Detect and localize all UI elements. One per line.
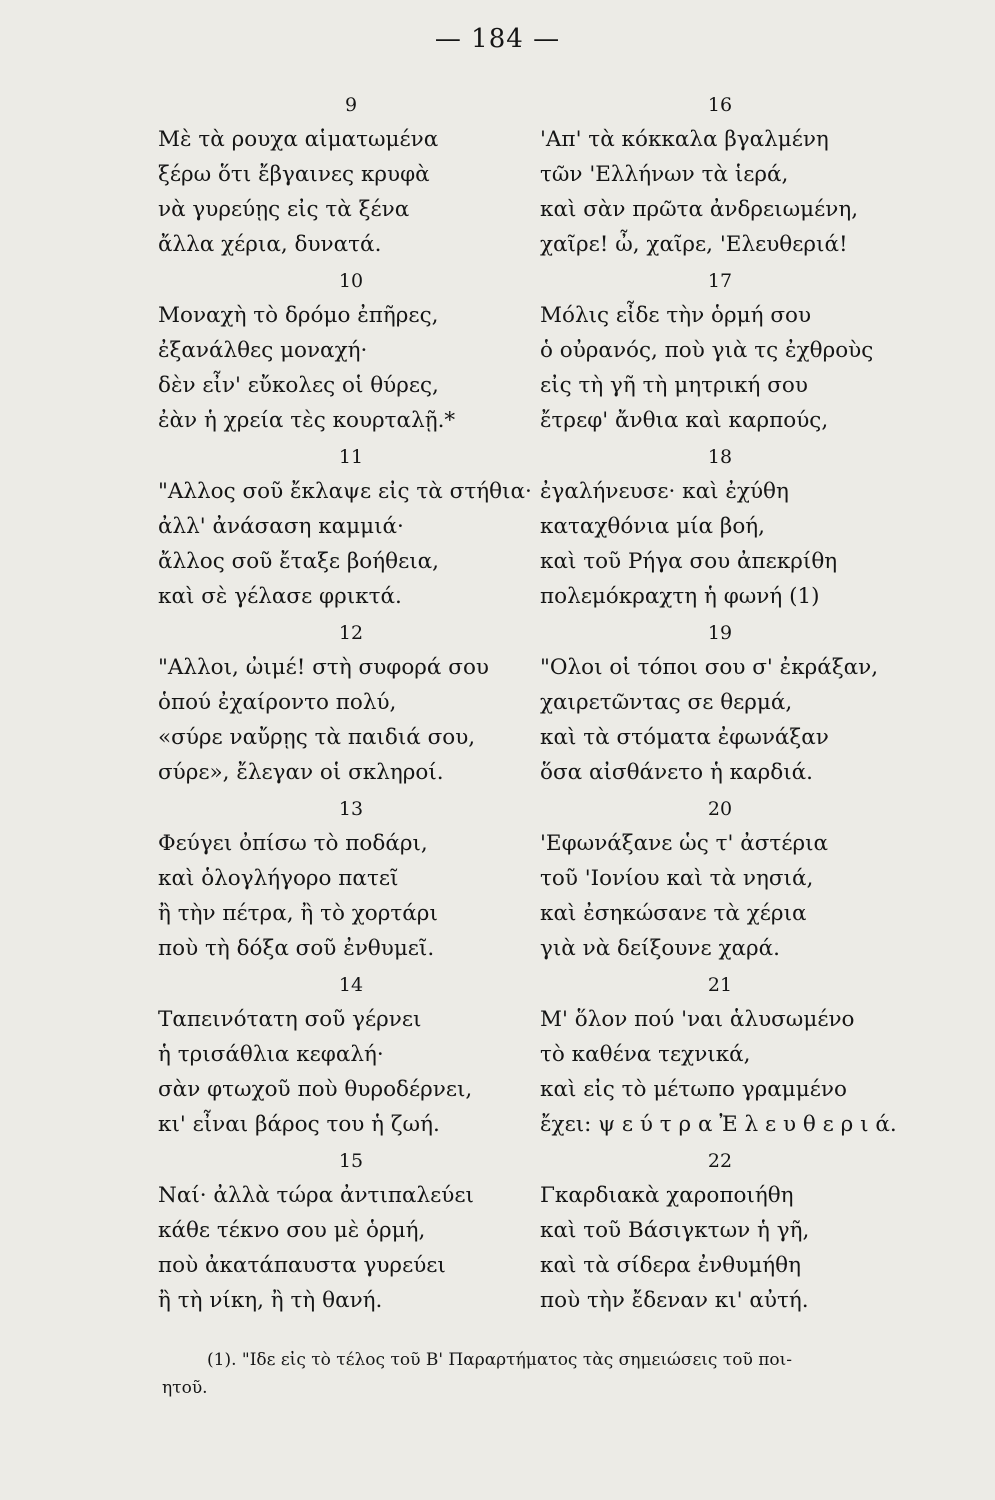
verse-line: 'Απ' τὰ κόκκαλα βγαλμένη: [540, 127, 829, 152]
verse-line: ποὺ ἀκατάπαυστα γυρεύει: [158, 1253, 446, 1278]
verse-line: σὰν φτωχοῦ ποὺ θυροδέρνει,: [158, 1077, 473, 1102]
verse-line: ἐὰν ἡ χρεία τὲς κουρταλῇ.*: [158, 408, 456, 433]
verse-line: τοῦ 'Ιονίου καὶ τὰ νησιά,: [540, 866, 814, 891]
verse-line: Γκαρδιακὰ χαροποιήθη: [540, 1183, 794, 1208]
verse-line: ὅσα αἰσθάνετο ἡ καρδιά.: [540, 760, 813, 785]
footnote-line: ητοῦ.: [162, 1378, 208, 1398]
verse-line: "Ολοι οἱ τόποι σου σ' ἐκράξαν,: [540, 655, 879, 680]
stanza-number: 20: [707, 798, 733, 820]
stanza-number: 11: [338, 446, 364, 468]
verse-line: "Αλλοι, ὠιμέ! στὴ συφορά σου: [158, 655, 489, 680]
verse-line: ἔτρεφ' ἄνθια καὶ καρπούς,: [540, 408, 829, 433]
stanza: [158, 792, 558, 968]
verse-line: καὶ εἰς τὸ μέτωπο γραμμένο: [540, 1077, 847, 1102]
verse-line: καὶ τὰ στόματα ἐφωνάξαν: [540, 725, 829, 750]
stanza: [158, 968, 558, 1144]
verse-line: Ταπεινότατη σοῦ γέρνει: [158, 1007, 422, 1032]
stanza: [158, 1144, 558, 1320]
verse-line: Μόλις εἶδε τὴν ὁρμή σου: [540, 303, 812, 328]
stanza: [540, 88, 940, 264]
stanza: [540, 264, 940, 440]
verse-line: "Αλλος σοῦ ἔκλαψε εἰς τὰ στήθια·: [158, 479, 532, 504]
stanza: [540, 616, 940, 792]
stanza-number: 16: [707, 94, 733, 116]
stanza: [540, 440, 940, 616]
verse-line: καὶ τὰ σίδερα ἐνθυμήθη: [540, 1253, 801, 1278]
stanza-number: 12: [338, 622, 364, 644]
stanza-number: 19: [707, 622, 733, 644]
verse-line: καὶ τοῦ Ρήγα σου ἀπεκρίθη: [540, 549, 838, 574]
stanza-number: 10: [338, 270, 364, 292]
verse-line: ἄλλος σοῦ ἔταξε βοήθεια,: [158, 549, 440, 574]
verse-line: Ναί· ἀλλὰ τώρα ἀντιπαλεύει: [158, 1183, 474, 1208]
verse-line: δὲν εἶν' εὔκολες οἱ θύρες,: [158, 373, 439, 398]
page-number: — 184 —: [434, 24, 561, 54]
verse-line: κι' εἶναι βάρος του ἡ ζωή.: [158, 1112, 440, 1137]
stanza-number: 18: [707, 446, 733, 468]
stanza: [540, 1144, 940, 1320]
verse-line: Μ' ὅλον πού 'ναι ἁλυσωμένο: [540, 1007, 855, 1032]
stanza: [540, 792, 940, 968]
verse-line: 'Εφωνάξανε ὡς τ' ἀστέρια: [540, 831, 829, 856]
verse-line: Φεύγει ὀπίσω τὸ ποδάρι,: [158, 831, 428, 856]
verse-line: εἰς τὴ γῆ τὴ μητρική σου: [540, 373, 808, 398]
stanza-number: 17: [707, 270, 733, 292]
verse-line: ἢ τὴν πέτρα, ἢ τὸ χορτάρι: [158, 901, 438, 926]
stanza: [158, 616, 558, 792]
verse-line: γιὰ νὰ δείξουνε χαρά.: [540, 936, 781, 961]
stanza-number: 22: [707, 1150, 733, 1172]
verse-line: καταχθόνια μία βοή,: [540, 514, 765, 539]
footnote: [162, 1346, 942, 1402]
verse-line: τὸ καθένα τεχνικά,: [540, 1042, 751, 1067]
verse-line: ὁ οὐρανός, ποὺ γιὰ τς ἐχθροὺς: [540, 338, 874, 363]
verse-line: ἔχει: ψ ε ύ τ ρ α Ἐ λ ε υ θ ε ρ ι ά.: [540, 1112, 897, 1137]
left-column: [158, 88, 558, 1320]
verse-line: χαιρετῶντας σε θερμά,: [540, 690, 793, 715]
verse-line: ἡ τρισάθλια κεφαλή·: [158, 1042, 384, 1067]
verse-line: ποὺ τὴ δόξα σοῦ ἐνθυμεῖ.: [158, 936, 435, 961]
verse-line: καὶ σὲ γέλασε φρικτά.: [158, 584, 402, 609]
verse-line: Μοναχὴ τὸ δρόμο ἐπῆρες,: [158, 303, 439, 328]
verse-line: τῶν 'Ελλήνων τὰ ἱερά,: [540, 162, 789, 187]
verse-line: ἐξανάλθες μοναχή·: [158, 338, 368, 363]
verse-line: ἄλλα χέρια, δυνατά.: [158, 232, 382, 257]
footnote-line: (1). "Ιδε εἰς τὸ τέλος τοῦ Β' Παραρτήματος τὰς σημειώσεις τοῦ ποι-: [207, 1350, 793, 1370]
stanza-number: 15: [338, 1150, 364, 1172]
stanza-number: 13: [338, 798, 364, 820]
verse-line: ὁπού ἐχαίροντο πολύ,: [158, 690, 397, 715]
stanza: [158, 440, 558, 616]
stanza-number: 9: [344, 94, 358, 116]
right-column: [540, 88, 940, 1320]
verse-line: ἀλλ' ἀνάσαση καμμιά·: [158, 514, 404, 539]
verse-line: χαῖρε! ὦ, χαῖρε, 'Ελευθεριά!: [540, 232, 848, 257]
verse-line: καὶ τοῦ Βάσιγκτων ἡ γῆ,: [540, 1218, 810, 1243]
verse-line: νὰ γυρεύῃς εἰς τὰ ξένα: [158, 197, 410, 222]
verse-line: καὶ σὰν πρῶτα ἀνδρειωμένη,: [540, 197, 859, 222]
verse-line: ξέρω ὅτι ἔβγαινες κρυφὰ: [158, 162, 430, 187]
verse-line: καὶ ὁλογλήγορο πατεῖ: [158, 866, 399, 891]
verse-line: κάθε τέκνο σου μὲ ὁρμή,: [158, 1218, 426, 1243]
verse-line: Μὲ τὰ ρουχα αἱματωμένα: [158, 127, 439, 152]
verse-line: ἢ τὴ νίκη, ἢ τὴ θανή.: [158, 1288, 383, 1313]
verse-line: ἐγαλήνευσε· καὶ ἐχύθη: [540, 479, 789, 504]
verse-line: καὶ ἐσηκώσανε τὰ χέρια: [540, 901, 807, 926]
verse-line: πολεμόκραχτη ἡ φωνή (1): [540, 584, 820, 609]
stanza: [158, 88, 558, 264]
stanza: [540, 968, 940, 1144]
stanza-number: 14: [338, 974, 364, 996]
verse-line: σύρε», ἔλεγαν οἱ σκληροί.: [158, 760, 444, 785]
stanza-number: 21: [707, 974, 733, 996]
verse-line: ποὺ τὴν ἔδεναν κι' αὐτή.: [540, 1288, 809, 1313]
stanza: [158, 264, 558, 440]
verse-line: «σύρε ναὔρῃς τὰ παιδιά σου,: [158, 725, 476, 750]
